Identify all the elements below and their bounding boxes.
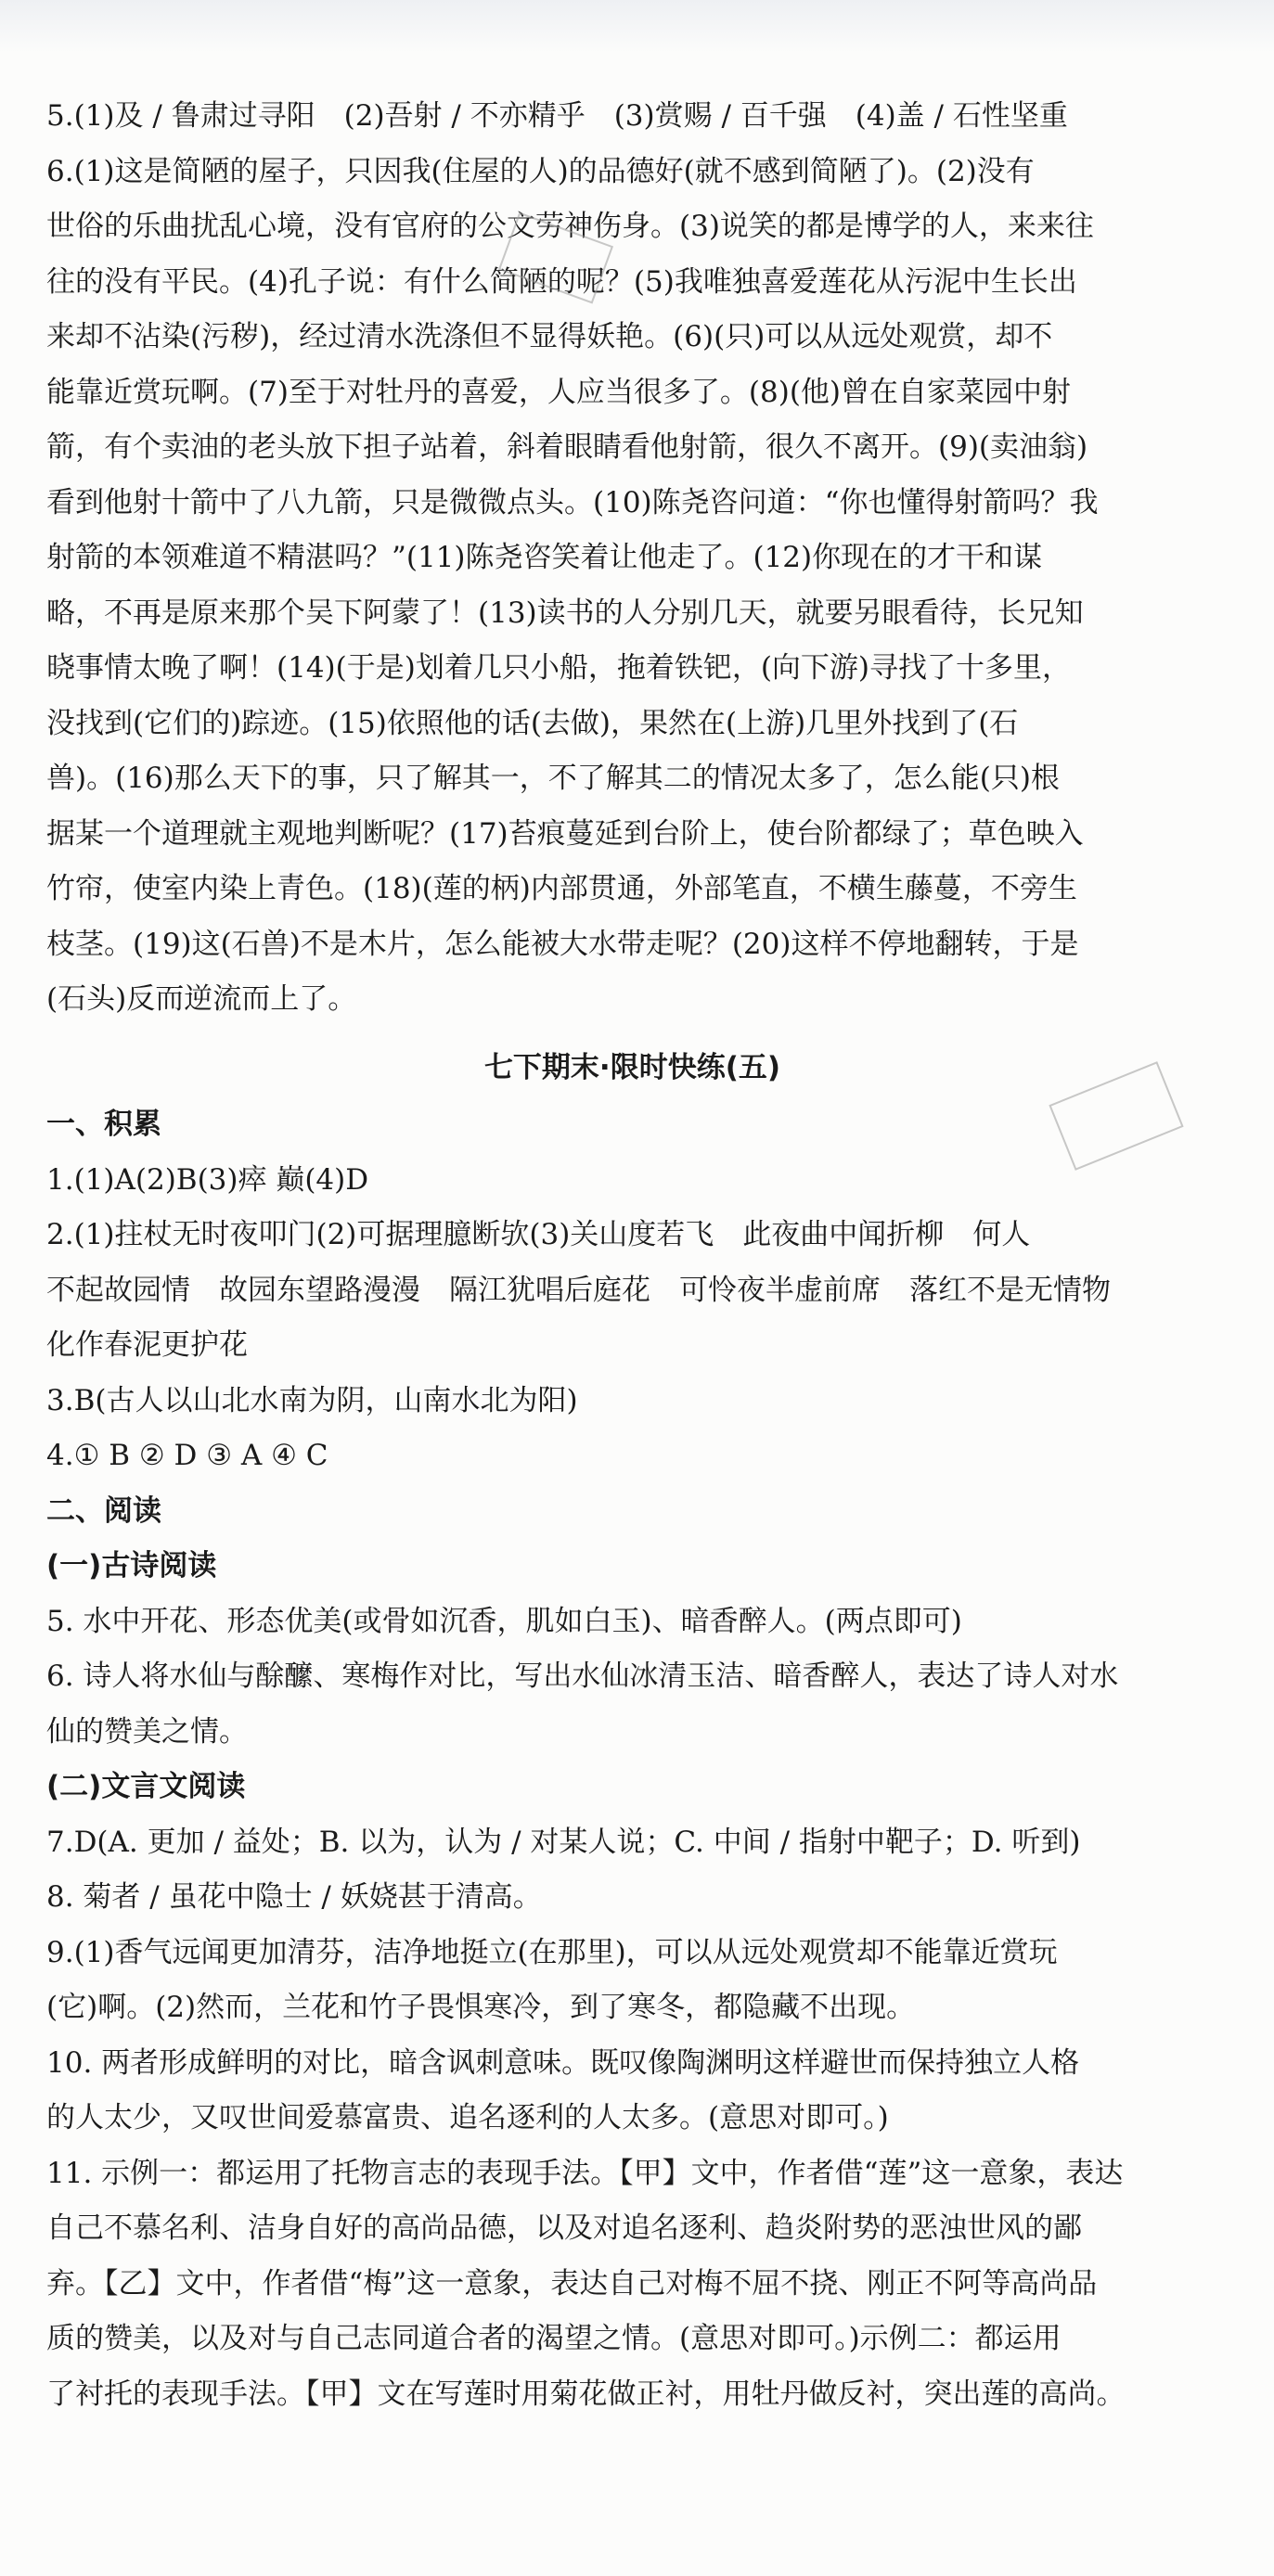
classical-prose-answers — [46, 1815, 1218, 2423]
text-line: 9.(1)香气远闻更加清芬，洁净地挺立(在那里)，可以从远处观赏却不能靠近赏玩 — [46, 1935, 1058, 1969]
poem-answers — [46, 1595, 1218, 1761]
text-line: 6.(1)这是简陋的屋子，只因我(住屋的人)的品德好(就不感到简陋了)。(2)没有 — [46, 154, 1035, 188]
text-line: 往的没有平民。(4)孔子说：有什么简陋的呢？(5)我唯独喜爱莲花从污泥中生长出 — [46, 264, 1077, 299]
text-line: 略，不再是原来那个吴下阿蒙了！(13)读书的人分别几天，就要另眼看待，长兄知 — [46, 596, 1084, 630]
text-line: 据某一个道理就主观地判断呢？(17)苔痕蔓延到台阶上，使台阶都绿了；草色映入 — [46, 816, 1084, 851]
text-line: 2.(1)拄杖无时夜叩门(2)可据理臆断欤(3)关山度若飞 此夜曲中闻折柳 何人 — [46, 1218, 1031, 1251]
text-line: 1.(1)A(2)B(3)瘁 巅(4)D — [46, 1162, 369, 1197]
answers-previous-section — [46, 89, 1218, 1028]
text-line: 11. 示例一：都运用了托物言志的表现手法。【甲】文中，作者借“莲”这一意象，表达 — [46, 2156, 1124, 2190]
text-line: 竹帘，使室内染上青色。(18)(莲的柄)内部贯通，外部笔直，不横生藤蔓，不旁生 — [46, 872, 1077, 905]
text-line: 没找到(它们的)踪迹。(15)依照他的话(去做)，果然在(上游)几里外找到了(石 — [46, 706, 1019, 740]
text-line: 4.① B ② D ③ A ④ C — [46, 1439, 328, 1472]
text-line: 能靠近赏玩啊。(7)至于对牡丹的喜爱，人应当很多了。(8)(他)曾在自家菜园中射 — [46, 375, 1072, 409]
text-line: 的人太少，又叹世间爱慕富贵、追名逐利的人太多。(意思对即可。) — [46, 2101, 889, 2134]
section-title-reading: 二、阅读 — [46, 1493, 161, 1528]
text-line: 来却不沾染(污秽)，经过清水洗涤但不显得妖艳。(6)(只)可以从远处观赏，却不 — [46, 320, 1053, 353]
text-line: 晓事情太晚了啊！(14)(于是)划着几只小船，拖着铁钯，(向下游)寻找了十多里， — [46, 651, 1072, 685]
text-line: 兽)。(16)那么天下的事，只了解其一，不了解其二的情况太多了，怎么能(只)根 — [46, 762, 1060, 795]
text-line: 箭，有个卖油的老头放下担子站着，斜着眼睛看他射箭，很久不离开。(9)(卖油翁) — [46, 430, 1088, 464]
text-line: 仙的赞美之情。 — [46, 1714, 248, 1749]
text-line: 10. 两者形成鲜明的对比，暗含讽刺意味。既叹像陶渊明这样避世而保持独立人格 — [46, 2045, 1080, 2080]
text-line: 7.D(A. 更加 / 益处；B. 以为，认为 / 对某人说；C. 中间 / 指射中靶子；D. 听到) — [46, 1825, 1081, 1859]
text-line: 3.B(古人以山北水南为阴，山南水北为阳) — [46, 1383, 578, 1417]
section-title-accumulation: 一、积累 — [46, 1108, 161, 1141]
text-line: 射箭的本领难道不精湛吗？”(11)陈尧咨笑着让他走了。(12)你现在的才干和谋 — [46, 541, 1043, 574]
text-line: (石头)反而逆流而上了。 — [46, 982, 357, 1016]
text-line: 世俗的乐曲扰乱心境，没有官府的公文劳神伤身。(3)说笑的都是博学的人，来来往 — [46, 210, 1094, 243]
subsection-title-poem: (一)古诗阅读 — [46, 1549, 217, 1583]
text-line: 弃。【乙】文中，作者借“梅”这一意象，表达自己对梅不屈不挠、刚正不阿等高尚品 — [46, 2266, 1098, 2300]
subsection-title-classical-prose: (二)文言文阅读 — [46, 1770, 246, 1803]
text-line: 5. 水中开花、形态优美(或骨如沉香，肌如白玉)、暗香醉人。(两点即可) — [46, 1604, 962, 1638]
text-line: 6. 诗人将水仙与酴醿、寒梅作对比，写出水仙冰清玉洁、暗香醉人，表达了诗人对水 — [46, 1660, 1119, 1693]
scan-edge — [0, 0, 1274, 54]
text-line: 自己不慕名利、洁身自好的高尚品德，以及对追名逐利、趋炎附势的恶浊世风的鄙 — [46, 2211, 1082, 2245]
accumulation-answers — [46, 1153, 1218, 1484]
text-line: 5.(1)及 / 鲁肃过寻阳 (2)吾射 / 不亦精乎 (3)赏赐 / 百千强 (4)盖 / 石性坚重 — [46, 99, 1068, 133]
text-line: 不起故园情 故园东望路漫漫 隔江犹唱后庭花 可怜夜半虚前席 落红不是无情物 — [46, 1273, 1111, 1307]
text-line: 枝茎。(19)这(石兽)不是木片，怎么能被大水带走呢？(20)这样不停地翻转，于是 — [46, 927, 1079, 961]
text-line: 质的赞美，以及对与自己志同道合者的渴望之情。(意思对即可。)示例二：都运用 — [46, 2322, 1062, 2355]
text-line: (它)啊。(2)然而，兰花和竹子畏惧寒冷，到了寒冬，都隐藏不出现。 — [46, 1991, 916, 2024]
exercise-heading: 七下期末·限时快练(五) — [483, 1050, 781, 1084]
text-line: 8. 菊者 / 虽花中隐士 / 妖娆甚于清高。 — [46, 1880, 542, 1914]
text-line: 化作春泥更护花 — [46, 1328, 248, 1362]
text-line: 了衬托的表现手法。【甲】文在写莲时用菊花做正衬，用牡丹做反衬，突出莲的高尚。 — [46, 2377, 1126, 2411]
text-line: 看到他射十箭中了八九箭，只是微微点头。(10)陈尧咨问道：“你也懂得射箭吗？我 — [46, 485, 1099, 519]
